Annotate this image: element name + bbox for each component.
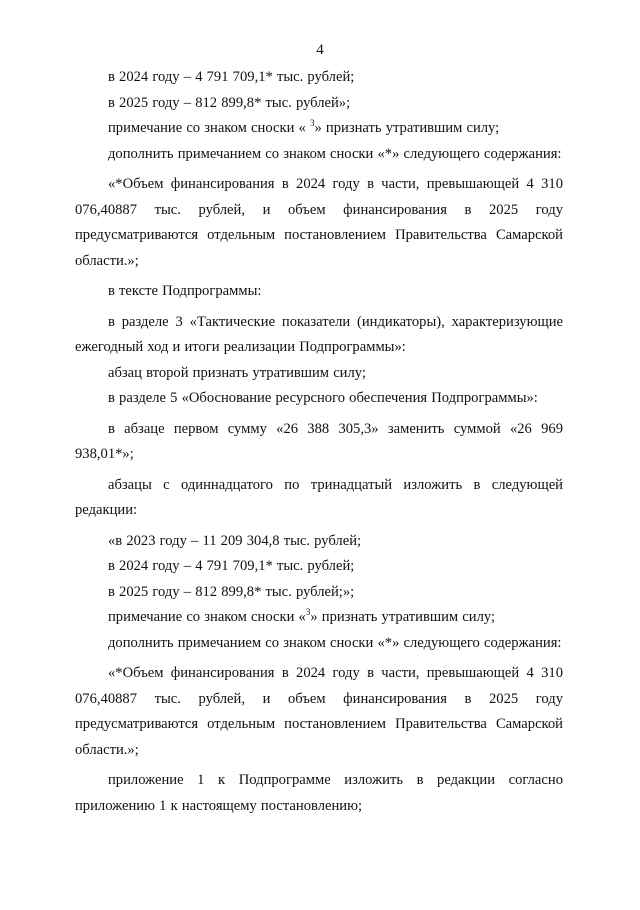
paragraph-2025-amount: в 2025 году – 812 899,8* тыс. рублей»;	[108, 94, 351, 111]
paragraph-footnote-3-repeal-2: примечание со знаком сноски «$^3$» признать утратившим силу;	[108, 607, 496, 625]
paragraph-footnote-text: «*Объем финансирования в 2024 году в части, превышающей 4 310 076,40887 тыс. рублей, и объем финансирования в 2025 году предусматриваются отдельным постановлением Правительства Самарской области.»;	[75, 176, 563, 269]
paragraph-footnote-3-repeal: примечание со знаком сноски « $^3$» признать утратившим силу;	[108, 118, 500, 136]
paragraph-eleven-thirteen: абзацы с одиннадцатого по тринадцатый изложить в следующей редакции:	[75, 476, 563, 518]
paragraph-subprogram-text: в тексте Подпрограммы:	[108, 283, 262, 299]
paragraph-section-3: в разделе 3 «Тактические показатели (индикаторы), характеризующие ежегодный ход и итоги реализации Подпрограммы»:	[75, 313, 563, 355]
paragraph-2024-amount: в 2024 году – 4 791 709,1* тыс. рублей;	[108, 69, 355, 85]
paragraph-second-repeal: абзац второй признать утратившим силу;	[108, 364, 366, 381]
paragraph-2025-amount-2: в 2025 году – 812 899,8* тыс. рублей;»;	[108, 583, 355, 600]
paragraph-2024-amount-2: в 2024 году – 4 791 709,1* тыс. рублей;	[108, 558, 355, 574]
footnote-marker: 3	[309, 118, 315, 128]
footnote-marker: 3	[305, 607, 311, 617]
paragraph-footnote-text-2: «*Объем финансирования в 2024 году в части, превышающей 4 310 076,40887 тыс. рублей, и объем финансирования в 2025 году предусматриваются отдельным постановлением Правительства Самарской области.»;	[75, 665, 563, 758]
document-body	[75, 65, 563, 819]
paragraph-section-5: в разделе 5 «Обоснование ресурсного обеспечения Подпрограммы»:	[108, 390, 538, 406]
paragraph-appendix-1: приложение 1 к Подпрограмме изложить в редакции согласно приложению 1 к настоящему постановлению;	[75, 772, 563, 814]
paragraph-first-amount: в абзаце первом сумму «26 388 305,3» заменить суммой «26 969 938,01*»;	[75, 420, 563, 462]
paragraph-add-footnote: дополнить примечанием со знаком сноски «*» следующего содержания:	[108, 145, 562, 162]
page-number: 4	[316, 42, 324, 58]
paragraph-add-footnote-2: дополнить примечанием со знаком сноски «*» следующего содержания:	[108, 634, 562, 651]
paragraph-2023-amount: «в 2023 году – 11 209 304,8 тыс. рублей;	[108, 532, 362, 549]
